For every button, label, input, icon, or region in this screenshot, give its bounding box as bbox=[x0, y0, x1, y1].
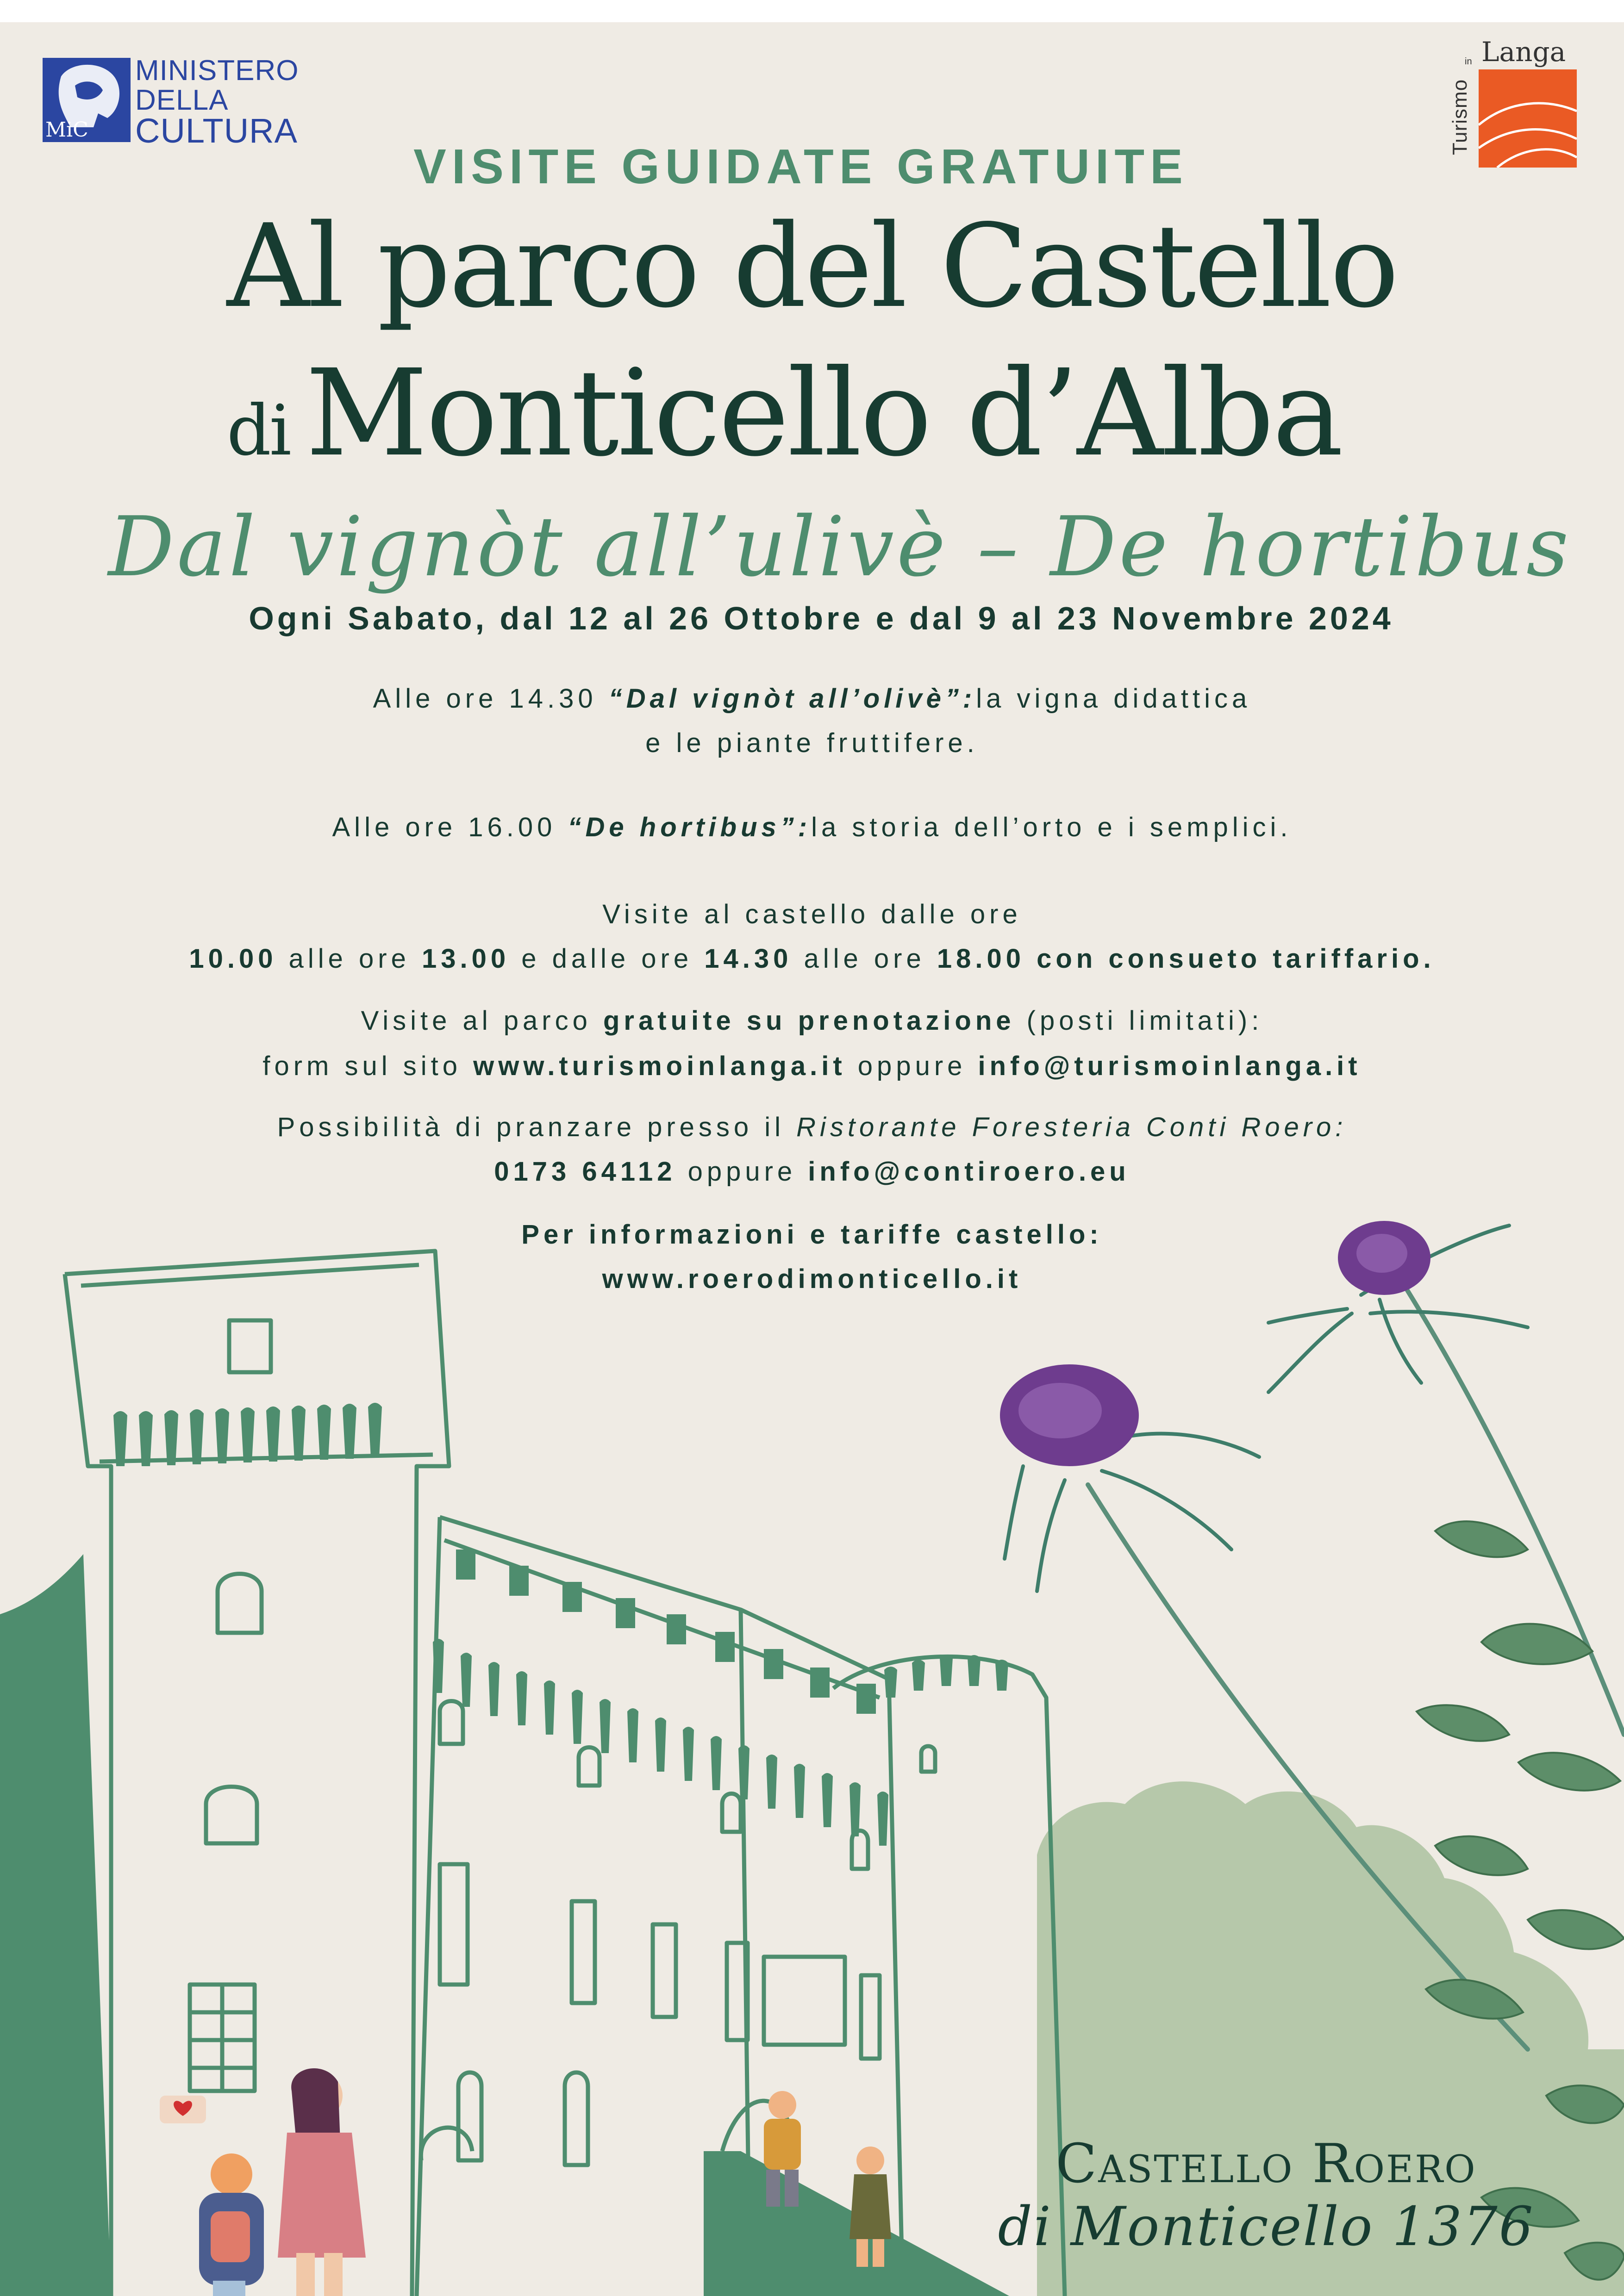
hour-4: 18.00 con consueto tariffario. bbox=[937, 944, 1435, 974]
lunch-a1: Possibilità di pranzare presso il bbox=[277, 1112, 797, 1142]
program-first-title: “Dal vignòt all’olivè”: bbox=[608, 684, 976, 714]
program-second-prefix: Alle ore 16.00 bbox=[332, 812, 568, 842]
castle-name-line2-text: di Monticello bbox=[998, 2196, 1374, 2258]
hour-2: 13.00 bbox=[421, 944, 510, 974]
lunch-line1 bbox=[0, 1112, 1624, 1143]
ministry-line2: DELLA bbox=[135, 84, 229, 116]
castle-name bbox=[954, 2133, 1579, 2259]
info-line1: Per informazioni e tariffe castello: bbox=[521, 1220, 1103, 1250]
program-first bbox=[0, 683, 1624, 714]
hour-1: 10.00 bbox=[189, 944, 277, 974]
park-visits-line2 bbox=[0, 1051, 1624, 1082]
info-website[interactable]: www.roerodimonticello.it bbox=[602, 1264, 1022, 1294]
title-line2-main: Monticello d’Alba bbox=[305, 344, 1342, 483]
park-a1: Visite al parco bbox=[361, 1006, 603, 1036]
park-b1: form sul sito bbox=[262, 1051, 474, 1081]
ministry-line1: MINISTERO bbox=[135, 55, 299, 87]
park-a2: gratuite su prenotazione bbox=[603, 1006, 1015, 1036]
hour-sep-2: e dalle ore bbox=[510, 944, 705, 974]
crenellations bbox=[113, 1403, 1008, 1846]
program-first-prefix: Alle ore 14.30 bbox=[373, 684, 609, 714]
program-second-title: “De hortibus”: bbox=[568, 812, 812, 842]
kicker: VISITE GUIDATE GRATUITE bbox=[413, 139, 1188, 194]
castle-visits-line1: Visite al castello dalle ore bbox=[602, 899, 1022, 929]
park-a3: (posti limitati): bbox=[1015, 1006, 1263, 1036]
mic-mark-text: MiC bbox=[45, 118, 88, 142]
dates: Ogni Sabato, dal 12 al 26 Ottobre e dal 9 al 23 Novembre 2024 bbox=[249, 600, 1394, 636]
hour-sep-1: alle ore bbox=[277, 944, 422, 974]
program-second bbox=[0, 812, 1624, 843]
langa-turismo: Turismo bbox=[1449, 79, 1471, 156]
subtitle: Dal vignòt all’ulivè – De hortibus bbox=[108, 499, 1572, 595]
castle-visits-hours bbox=[0, 943, 1624, 974]
lunch-line2 bbox=[0, 1156, 1624, 1187]
hour-3: 14.30 bbox=[704, 944, 793, 974]
lunch-phone[interactable]: 0173 64112 bbox=[494, 1157, 676, 1187]
park-visits-line1 bbox=[0, 1005, 1624, 1036]
title-line2-prefix: di bbox=[226, 391, 290, 471]
flower-heads bbox=[1000, 1221, 1430, 1466]
program-second-rest: la storia dell’orto e i semplici. bbox=[811, 812, 1292, 842]
castle-wall bbox=[417, 1517, 903, 2296]
langa-in: in bbox=[1465, 56, 1472, 67]
left-hill bbox=[0, 1554, 111, 2296]
title-line2 bbox=[0, 346, 1596, 498]
ministry-logo bbox=[43, 56, 320, 148]
turismoinlanga-link[interactable]: www.turismoinlanga.it bbox=[473, 1051, 846, 1081]
mic-emblem-icon bbox=[43, 58, 131, 142]
program-first-line2: e le piante fruttifere. bbox=[645, 728, 979, 758]
castle-year: 1376 bbox=[1392, 2196, 1535, 2258]
poster bbox=[0, 22, 1624, 2296]
contiroero-email[interactable]: info@contiroero.eu bbox=[808, 1157, 1130, 1187]
langa-word: Langa bbox=[1481, 36, 1566, 68]
people-left bbox=[160, 2068, 366, 2296]
main-tower bbox=[65, 1251, 449, 2296]
turismoinlanga-email[interactable]: info@turismoinlanga.it bbox=[978, 1051, 1362, 1081]
ministry-line3: CULTURA bbox=[135, 112, 298, 150]
program-first-rest: la vigna didattica bbox=[976, 684, 1251, 714]
park-b3: oppure bbox=[846, 1051, 978, 1081]
castle-name-line2 bbox=[954, 2196, 1579, 2259]
title-line1: Al parco del Castello bbox=[226, 200, 1398, 333]
lunch-a2: Ristorante Foresteria Conti Roero: bbox=[796, 1112, 1347, 1142]
castle-name-line1: Castello Roero bbox=[1056, 2133, 1477, 2195]
lunch-b2: oppure bbox=[676, 1157, 808, 1187]
hour-sep-3: alle ore bbox=[792, 944, 937, 974]
